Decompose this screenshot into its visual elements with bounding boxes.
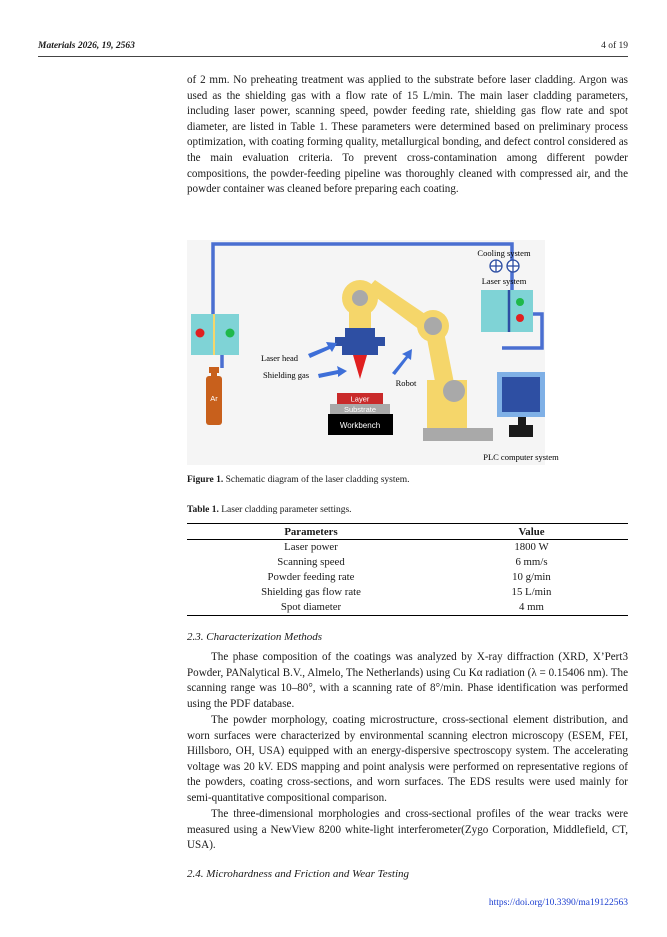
paragraph-interferometer: The three-dimensional morphologies and cross-sectional profiles of the wear tracks were measured using a NewView 8200 white-light interferometer(Zygo Corporation, Middlefield, CT, USA). (187, 808, 628, 852)
column-header-parameters: Parameters (187, 524, 435, 540)
parameter-table (187, 523, 628, 616)
laser-head-label: Laser head (261, 353, 299, 363)
section-heading-characterization: 2.3. Characterization Methods (187, 631, 323, 643)
header-rule (38, 56, 628, 57)
page-number: 4 of 19 (601, 41, 628, 51)
laser-green-indicator (516, 298, 524, 306)
plc-label: PLC computer system (483, 452, 559, 462)
figure-laser-cladding-schematic (187, 240, 559, 465)
shielding-gas-label: Shielding gas (263, 370, 310, 380)
section-heading-microhardness: 2.4. Microhardness and Friction and Wear Testing (187, 868, 410, 880)
table-row: Powder feeding rate 10 g/min (267, 571, 551, 583)
table-header-row (187, 524, 628, 540)
cooling-system-label: Cooling system (477, 248, 531, 258)
green-indicator (226, 329, 235, 338)
layer-label: Layer (350, 394, 370, 404)
paragraph-sem-eds: The powder morphology, coating microstructure, cross-sectional element distribution, and worn surfaces were characterized by environmental scanning electron microscopy (ESEM, FEI, Hillsboro, OH, USA) equipped with an energy-dispersive spectroscopy system. The accelerating voltage was 20 kV. EDS mapping and point analysis were performed on representative regions of the powders, coating cross-sections, and worn surfaces. The EDS results were used mainly for semi-quantitative compositional comparison. (187, 714, 628, 804)
column-header-value: Value (435, 524, 628, 540)
table-row: Laser power 1800 W (284, 541, 549, 553)
laser-system-label: Laser system (481, 276, 527, 286)
red-indicator (196, 329, 205, 338)
substrate-label: Substrate (343, 405, 377, 414)
table-caption: Table 1. Laser cladding parameter settings. (187, 505, 352, 515)
figure-caption: Figure 1. Schematic diagram of the laser cladding system. (187, 475, 410, 485)
argon-label: Ar (210, 394, 218, 403)
robot-label: Robot (395, 378, 417, 388)
laser-red-indicator (516, 314, 524, 322)
table-row: Shielding gas flow rate 15 L/min (261, 586, 552, 598)
laser-system-cabinet (481, 290, 533, 332)
workbench-label: Workbench (339, 421, 381, 430)
paragraph-xrd: The phase composition of the coatings was analyzed by X-ray diffraction (XRD, X’Pert3 Powder, PANalytical B.V., Almelo, The Netherlands) using Cu Kα radiation (λ = 0.15406 nm). The scanning range was 10–80°, with a scanning rate of 8°/min. Phase identification was performed using the PDF database. (187, 651, 628, 710)
journal-citation: Materials 2026, 19, 2563 (38, 41, 135, 51)
paragraph-cladding-parameters: of 2 mm. No preheating treatment was applied to the substrate before laser cladding. Argon was used as the shielding gas with a flow rate of 15 L/min. The main laser cladding parameters, including laser power, scanning speed, powder feeding rate, shielding gas flow rate and spot diameter, are listed in Table 1. These parameters were determined based on preliminary process optimization, with coating forming quality, metallurgical bonding, and defect control considered as the main evaluation criteria. To prevent cross-contamination among different powder compositions, the powder-feeding pipeline was thoroughly cleaned with compressed air, and the powder container was cleaned before preparing each coating. (187, 74, 628, 196)
doi-link[interactable]: https://doi.org/10.3390/ma19122563 (488, 898, 628, 908)
table-row: Spot diameter 4 mm (187, 600, 628, 616)
table-row: Scanning speed 6 mm/s (277, 556, 548, 568)
